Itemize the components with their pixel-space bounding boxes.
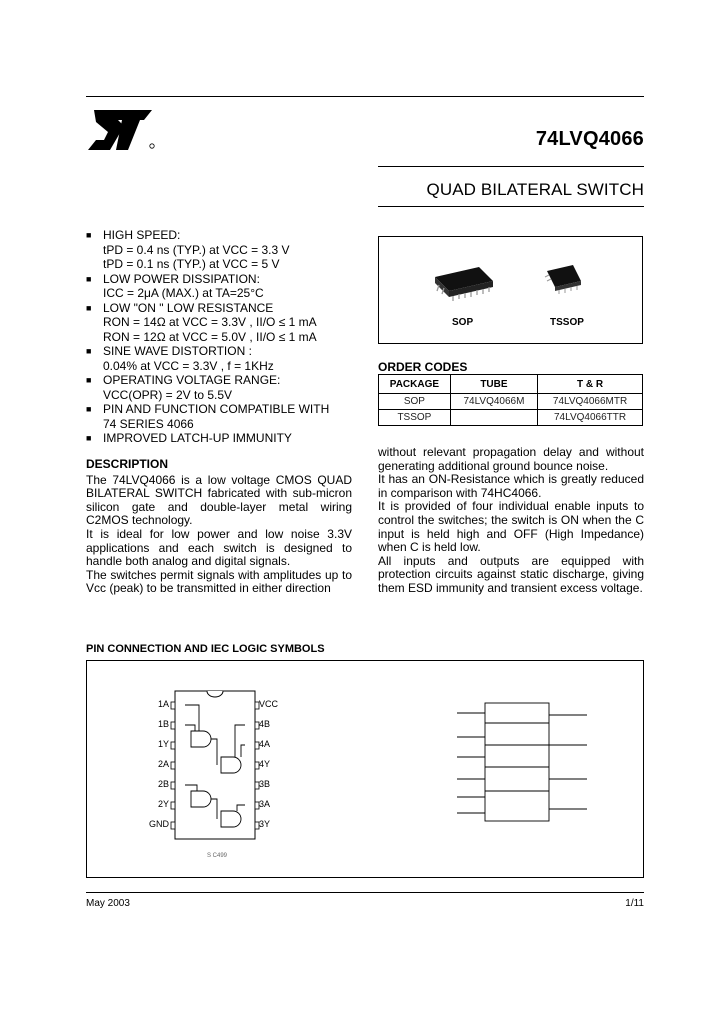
description-paragraph: The switches permit signals with amplitudes up to Vcc (peak) to be transmitted in either direction bbox=[86, 567, 352, 596]
feature-line: ICC = 2μA (MAX.) at TA=25°C bbox=[103, 286, 264, 300]
bullet-icon: ■ bbox=[86, 404, 92, 414]
feature-item bbox=[86, 431, 366, 446]
description-heading: DESCRIPTION bbox=[86, 457, 169, 471]
diagram-code: S C499 bbox=[206, 853, 228, 859]
order-codes-table bbox=[378, 374, 643, 426]
feature-line: PIN AND FUNCTION COMPATIBLE WITH bbox=[103, 402, 330, 416]
table-header: T & R bbox=[538, 375, 643, 394]
pin-label: GND bbox=[149, 819, 169, 829]
bullet-icon: ■ bbox=[86, 346, 92, 356]
table-cell: SOP bbox=[379, 394, 451, 410]
description-paragraph: It is provided of four individual enable inputs to control the switches; the switch is ON when the C input is held high and OFF (High Impedance) when C is held low. bbox=[378, 499, 644, 555]
footer-page: 1/11 bbox=[625, 898, 644, 909]
feature-line: RON = 12Ω at VCC = 5.0V , II/O ≤ 1 mA bbox=[103, 329, 317, 344]
sop-chip-image bbox=[435, 267, 493, 301]
iec-logic-symbol bbox=[457, 703, 587, 821]
description-paragraph: without relevant propagation delay and without generating additional ground bounce noise. bbox=[378, 445, 644, 473]
table-cell: TSSOP bbox=[379, 410, 451, 426]
feature-line: SINE WAVE DISTORTION : bbox=[103, 344, 252, 358]
pin-stub bbox=[171, 802, 175, 809]
table-header: TUBE bbox=[450, 375, 537, 394]
pin-label: 2A bbox=[157, 759, 169, 769]
feature-line: tPD = 0.4 ns (TYP.) at VCC = 3.3 V bbox=[103, 242, 290, 257]
bullet-icon: ■ bbox=[86, 375, 92, 385]
pin-label: 1A bbox=[157, 699, 169, 709]
pin-label: 3A bbox=[259, 799, 271, 809]
pin-label: 4B bbox=[259, 719, 271, 729]
feature-line: LOW POWER DISSIPATION: bbox=[103, 271, 260, 286]
tssop-label: TSSOP bbox=[550, 317, 584, 328]
package-box bbox=[378, 236, 643, 344]
footer-rule bbox=[86, 892, 644, 893]
feature-line: OPERATING VOLTAGE RANGE: bbox=[103, 373, 281, 387]
table-row bbox=[379, 394, 643, 410]
feature-line: IMPROVED LATCH-UP IMMUNITY bbox=[103, 431, 292, 445]
table-row bbox=[379, 410, 643, 426]
pin-label: 2B bbox=[157, 779, 169, 789]
description-paragraph: The 74LVQ4066 is a low voltage CMOS QUAD BILATERAL SWITCH fabricated with sub-micron silicon gate and double-layer metal wiring C2MOS technology. bbox=[86, 472, 352, 528]
pin-stub bbox=[171, 762, 175, 769]
pin-label: 3Y bbox=[259, 819, 271, 829]
feature-item bbox=[86, 373, 366, 402]
feature-line: 74 SERIES 4066 bbox=[103, 416, 194, 431]
footer-date: May 2003 bbox=[86, 898, 130, 909]
description-paragraph: All inputs and outputs are equipped with protection circuits against static discharge, giving them ESD immunity and transient excess voltage. bbox=[378, 553, 644, 595]
feature-item bbox=[86, 344, 366, 373]
tssop-chip-image bbox=[545, 265, 581, 294]
pin-label: 2Y bbox=[157, 799, 169, 809]
feature-line: RON = 14Ω at VCC = 3.3V , II/O ≤ 1 mA bbox=[103, 315, 317, 329]
feature-item bbox=[86, 402, 366, 431]
pin-label: 1B bbox=[157, 719, 169, 729]
bullet-icon: ■ bbox=[86, 433, 92, 443]
pin-label: 1Y bbox=[157, 739, 169, 749]
table-cell: 74LVQ4066TTR bbox=[538, 410, 643, 426]
feature-item bbox=[86, 228, 366, 272]
description-paragraph: It has an ON-Resistance which is greatly reduced in comparison with 74HC4066. bbox=[378, 472, 644, 500]
header-rule bbox=[86, 96, 644, 97]
feature-line: LOW "ON " LOW RESISTANCE bbox=[103, 300, 274, 315]
pin-label: 4Y bbox=[259, 759, 271, 769]
description-right-column bbox=[378, 446, 644, 596]
title-rule bbox=[378, 166, 644, 167]
part-number: 74LVQ4066 bbox=[535, 128, 644, 150]
pin-stub bbox=[171, 822, 175, 829]
pin-label: VCC bbox=[259, 699, 279, 709]
table-cell: 74LVQ4066MTR bbox=[538, 394, 643, 410]
subtitle-rule bbox=[378, 206, 644, 207]
pin-diagram bbox=[87, 661, 643, 877]
feature-line: tPD = 0.1 ns (TYP.) at VCC = 5 V bbox=[103, 257, 280, 271]
subtitle: QUAD BILATERAL SWITCH bbox=[426, 180, 644, 199]
pin-label: 3B bbox=[259, 779, 271, 789]
pin-stub bbox=[171, 702, 175, 709]
st-logo bbox=[86, 108, 156, 152]
feature-line: VCC(OPR) = 2V to 5.5V bbox=[103, 387, 233, 402]
pin-stub bbox=[171, 782, 175, 789]
pin-stub bbox=[171, 742, 175, 749]
description-left-column bbox=[86, 458, 352, 596]
feature-list bbox=[86, 228, 366, 446]
pin-connection-title: PIN CONNECTION AND IEC LOGIC SYMBOLS bbox=[86, 643, 325, 655]
bullet-icon: ■ bbox=[86, 230, 92, 240]
bullet-icon: ■ bbox=[86, 302, 92, 313]
table-cell bbox=[450, 410, 537, 426]
table-header: PACKAGE bbox=[379, 375, 451, 394]
feature-item bbox=[86, 272, 366, 301]
sop-label: SOP bbox=[452, 317, 474, 328]
feature-item bbox=[86, 301, 366, 345]
feature-line: 0.04% at VCC = 3.3V , f = 1KHz bbox=[103, 358, 274, 373]
pin-diagram-box bbox=[86, 660, 644, 878]
feature-line: HIGH SPEED: bbox=[103, 228, 181, 242]
pin-label: 4A bbox=[259, 739, 271, 749]
order-codes-title: ORDER CODES bbox=[378, 360, 468, 374]
table-cell: 74LVQ4066M bbox=[450, 394, 537, 410]
description-paragraph: It is ideal for low power and low noise 3.3V applications and each switch is designed to handle both analog and digital signals. bbox=[86, 526, 352, 569]
pin-stub bbox=[171, 722, 175, 729]
bullet-icon: ■ bbox=[86, 273, 92, 284]
